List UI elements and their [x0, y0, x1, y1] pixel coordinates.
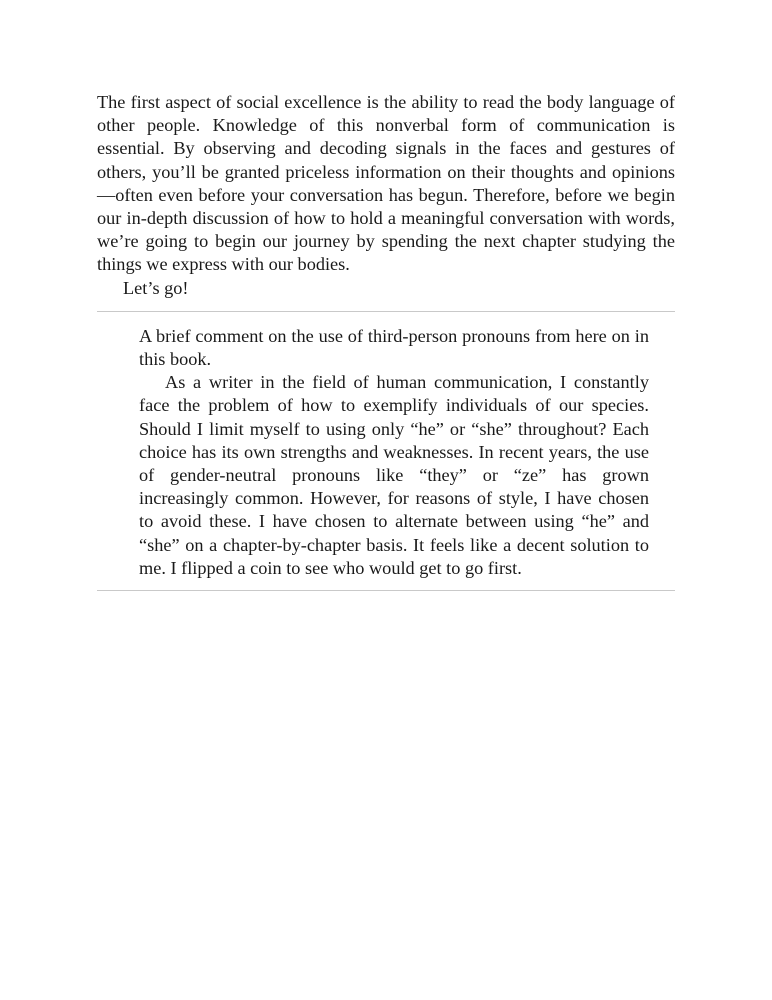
page-content	[97, 91, 675, 591]
body-paragraph-1: The first aspect of social excellence is the ability to read the body language of other people. Knowledge of this nonverbal form of communication is essential. By observing and decoding signals in the faces and gestures of others, you’ll be granted priceless information on their thoughts and opinions—often even before your conversation has begun. Therefore, before we begin our in-depth discussion of how to hold a meaningful conversation with words, we’re going to begin our journey by spending the next chapter studying the things we express with our bodies.	[97, 92, 675, 275]
body-paragraph-2: Let’s go!	[123, 277, 189, 298]
note-paragraph-1: A brief comment on the use of third-person pronouns from here on in this book.	[139, 325, 649, 370]
note-bottom-divider	[97, 590, 675, 591]
note-paragraph-2: As a writer in the field of human communication, I constantly face the problem of how to exemplify individuals of our species. Should I limit myself to using only “he” or “she” throughout? Each choice has its own strengths and weaknesses. In recent years, the use of gender-neutral pronouns like “they” or “ze” has grown increasingly common. However, for reasons of style, I have chosen to avoid these. I have chosen to alternate between using “he” and “she” on a chapter-by-chapter basis. It feels like a decent solution to me. I flipped a coin to see who would get to go first.	[139, 372, 649, 578]
pronoun-note-box	[97, 312, 675, 580]
